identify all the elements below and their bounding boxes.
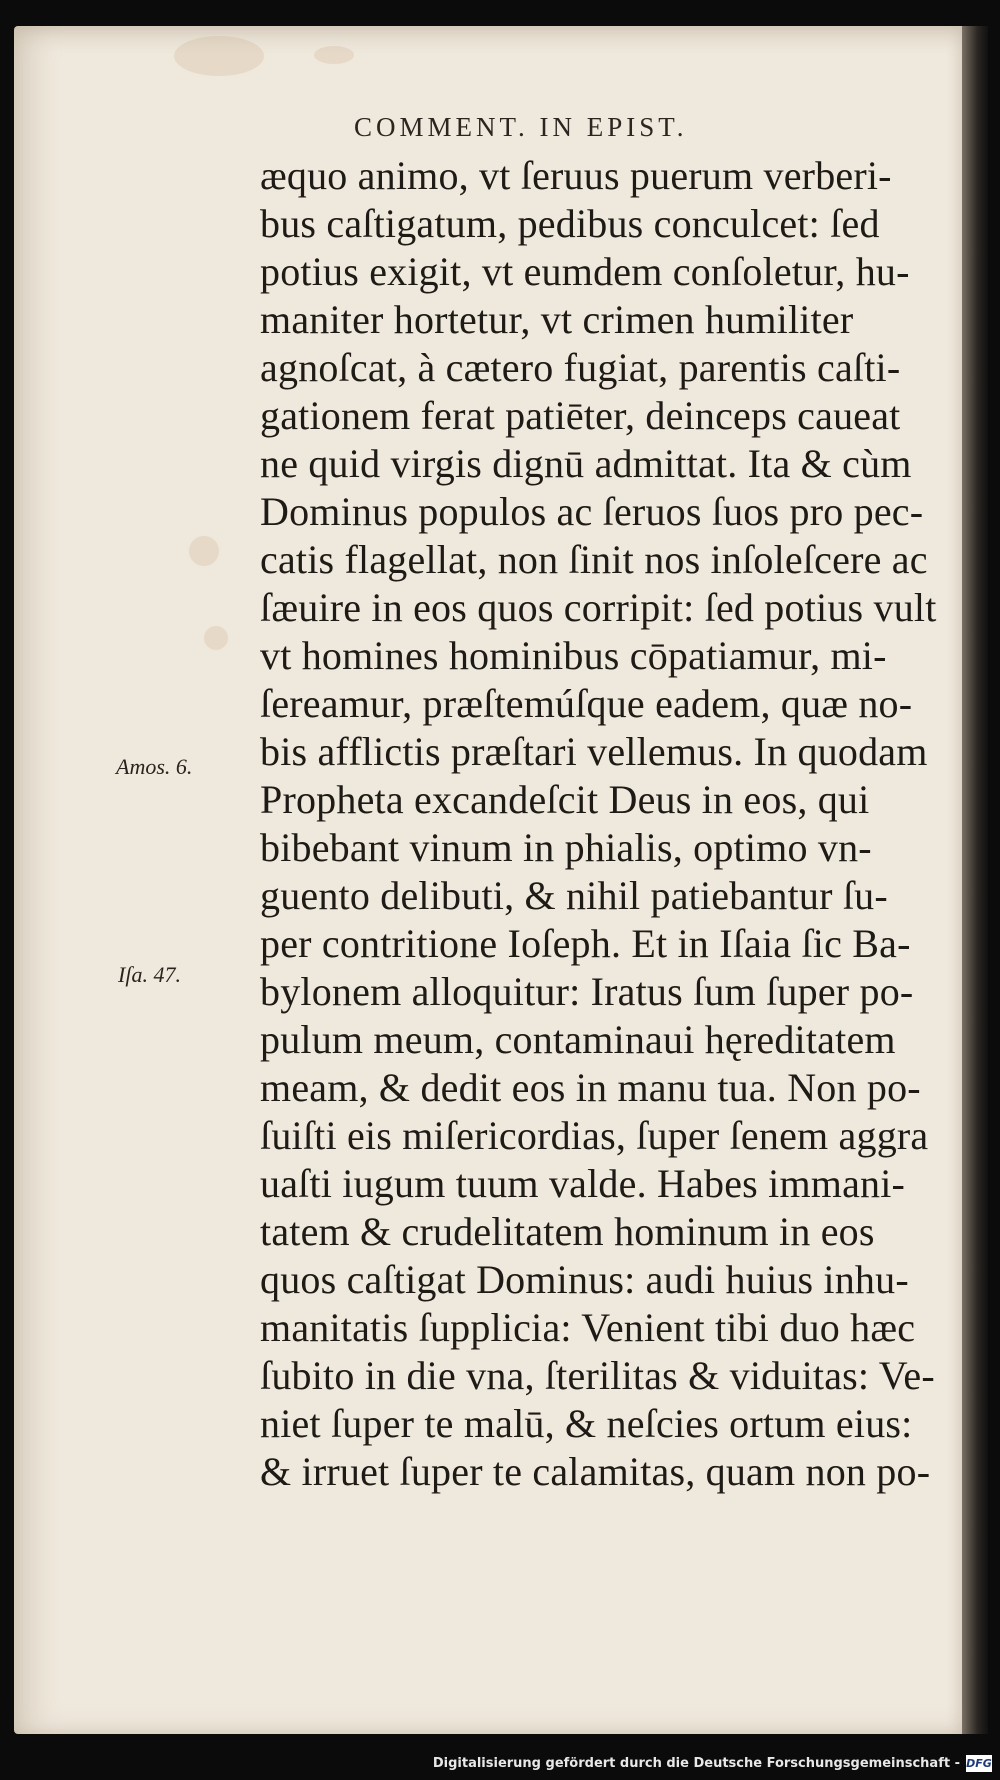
text-line: uaſti iugum tuum valde. Habes immani- — [260, 1161, 906, 1206]
digitization-credit: Digitalisierung gefördert durch die Deutsche Forschungsgemeinschaft - — [432, 1756, 960, 1771]
text-line: æquo animo, vt ſeruus puerum verberi- — [260, 153, 892, 198]
running-head: COMMENT. IN EPIST. — [354, 112, 688, 142]
text-line: bylonem alloquitur: Iratus ſum ſuper po- — [260, 969, 914, 1014]
text-line: bibebant vinum in phialis, optimo vn- — [260, 825, 872, 870]
text-line: meam, & dedit eos in manu tua. Non po- — [260, 1065, 921, 1110]
text-line: Dominus populos ac ſeruos ſuos pro pec- — [260, 489, 924, 534]
dfg-logo: DFG — [966, 1757, 992, 1770]
text-line: pulum meum, contaminaui hęreditatem — [260, 1017, 896, 1062]
text-line: ne quid virgis dignū admittat. Ita & cùm — [260, 441, 912, 486]
body-text — [260, 152, 960, 1496]
text-line: ſubito in die vna, ſterilitas & viduitas: Ve- — [260, 1353, 935, 1398]
text-line: bis afflictis præſtari vellemus. In quodam — [260, 729, 928, 774]
text-line: niet ſuper te malū, & neſcies ortum eius: — [260, 1401, 913, 1446]
text-line: guento delibuti, & nihil patiebantur ſu- — [260, 873, 888, 918]
text-line: tatem & crudelitatem hominum in eos — [260, 1209, 875, 1254]
book-spine-edge — [962, 26, 988, 1734]
paper-stain — [314, 46, 354, 64]
text-line: bus caſtigatum, pedibus conculcet: ſed — [260, 201, 880, 246]
paper-stain — [204, 626, 228, 650]
text-line: ſereamur, præſtemúſque eadem, quæ no- — [260, 681, 913, 726]
digitization-credit-bar — [0, 1750, 1000, 1780]
text-line: ſæuire in eos quos corripit: ſed potius vult — [260, 585, 937, 630]
text-line: ſuiſti eis miſericordias, ſuper ſenem aggra — [260, 1113, 929, 1158]
text-line: & irruet ſuper te calamitas, quam non po- — [260, 1449, 931, 1494]
text-line: maniter hortetur, vt crimen humiliter — [260, 297, 854, 342]
margin-note-amos-text: Amos. 6. — [116, 754, 193, 779]
text-line: potius exigit, vt eumdem conſoletur, hu- — [260, 249, 910, 294]
text-line: vt homines hominibus cōpatiamur, mi- — [260, 633, 887, 678]
text-line: quos caſtigat Dominus: audi huius inhu- — [260, 1257, 909, 1302]
text-line: gationem ferat patiēter, deinceps caueat — [260, 393, 901, 438]
text-line: manitatis ſupplicia: Venient tibi duo hæc — [260, 1305, 916, 1350]
text-line: catis flagellat, non ſinit nos inſoleſcere ac — [260, 537, 928, 582]
margin-note-isaiah-text: Iſa. 47. — [118, 962, 181, 987]
paper-stain — [189, 536, 219, 566]
text-line: agnoſcat, à cætero fugiat, parentis caſti- — [260, 345, 901, 390]
text-line: Propheta excandeſcit Deus in eos, qui — [260, 777, 870, 822]
paper-stain — [174, 36, 264, 76]
margin-note-amos — [116, 754, 192, 780]
text-line: per contritione Ioſeph. Et in Iſaia ſic Ba- — [260, 921, 911, 966]
margin-note-isaiah — [118, 962, 181, 988]
